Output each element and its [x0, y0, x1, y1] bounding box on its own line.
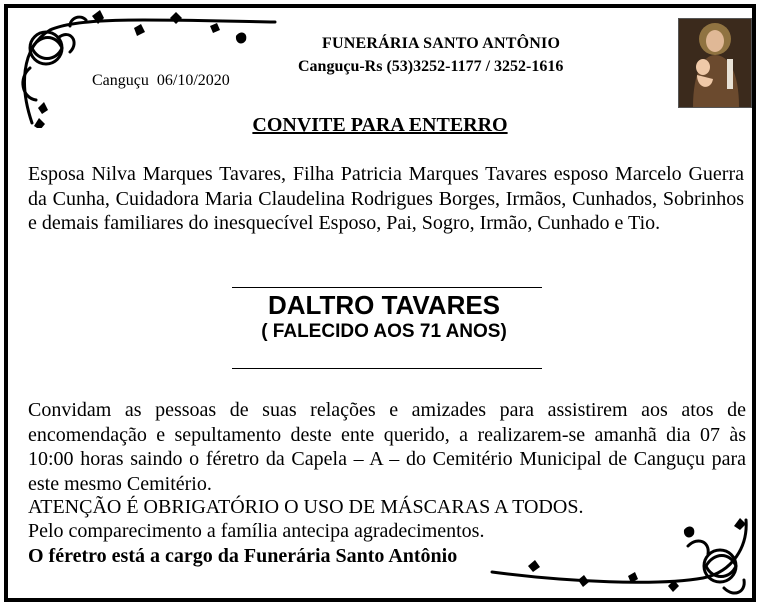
- footer-note: O féretro está a cargo da Funerária Santo Antônio: [28, 545, 458, 567]
- invitation-paragraph: Convidam as pessoas de suas relações e amizades para assistirem aos atos de encomendação e sepultamento deste ente querido, a realizarem-se amanhã dia 07 às 10:00 horas saindo o féretro da Capela – A – do Cemitério Municipal de Canguçu para este mesmo Cemitério.: [28, 399, 746, 495]
- divider-bottom: [232, 368, 542, 369]
- divider-top: [232, 287, 542, 288]
- funeral-home-phone: Canguçu-Rs (53)3252-1177 / 3252-1616: [298, 58, 564, 75]
- deceased-name: DALTRO TAVARES: [267, 290, 501, 320]
- city-date: Canguçu 06/10/2020: [92, 72, 230, 89]
- funeral-home-name: FUNERÁRIA SANTO ANTÔNIO: [322, 35, 561, 52]
- deceased-age-note: ( FALECIDO AOS 71 ANOS): [261, 321, 507, 342]
- saint-anthony-icon: [678, 18, 752, 108]
- floral-corner-ornament-icon: [488, 516, 756, 602]
- thanks-note: Pelo comparecimento a família antecipa agradecimentos.: [28, 520, 485, 542]
- mask-notice: ATENÇÃO É OBRIGATÓRIO O USO DE MÁSCARAS A TODOS.: [28, 496, 584, 518]
- floral-corner-ornament-icon: [10, 8, 278, 128]
- page-title: CONVITE PARA ENTERRO: [252, 114, 508, 136]
- family-paragraph: Esposa Nilva Marques Tavares, Filha Patricia Marques Tavares esposo Marcelo Guerra da Cunha, Cuidadora Maria Claudelina Rodrigues Borges, Irmãos, Cunhados, Sobrinhos e demais familiares do inesquecível Esposo, Pai, Sogro, Irmão, Cunhado e Tio.: [28, 163, 744, 234]
